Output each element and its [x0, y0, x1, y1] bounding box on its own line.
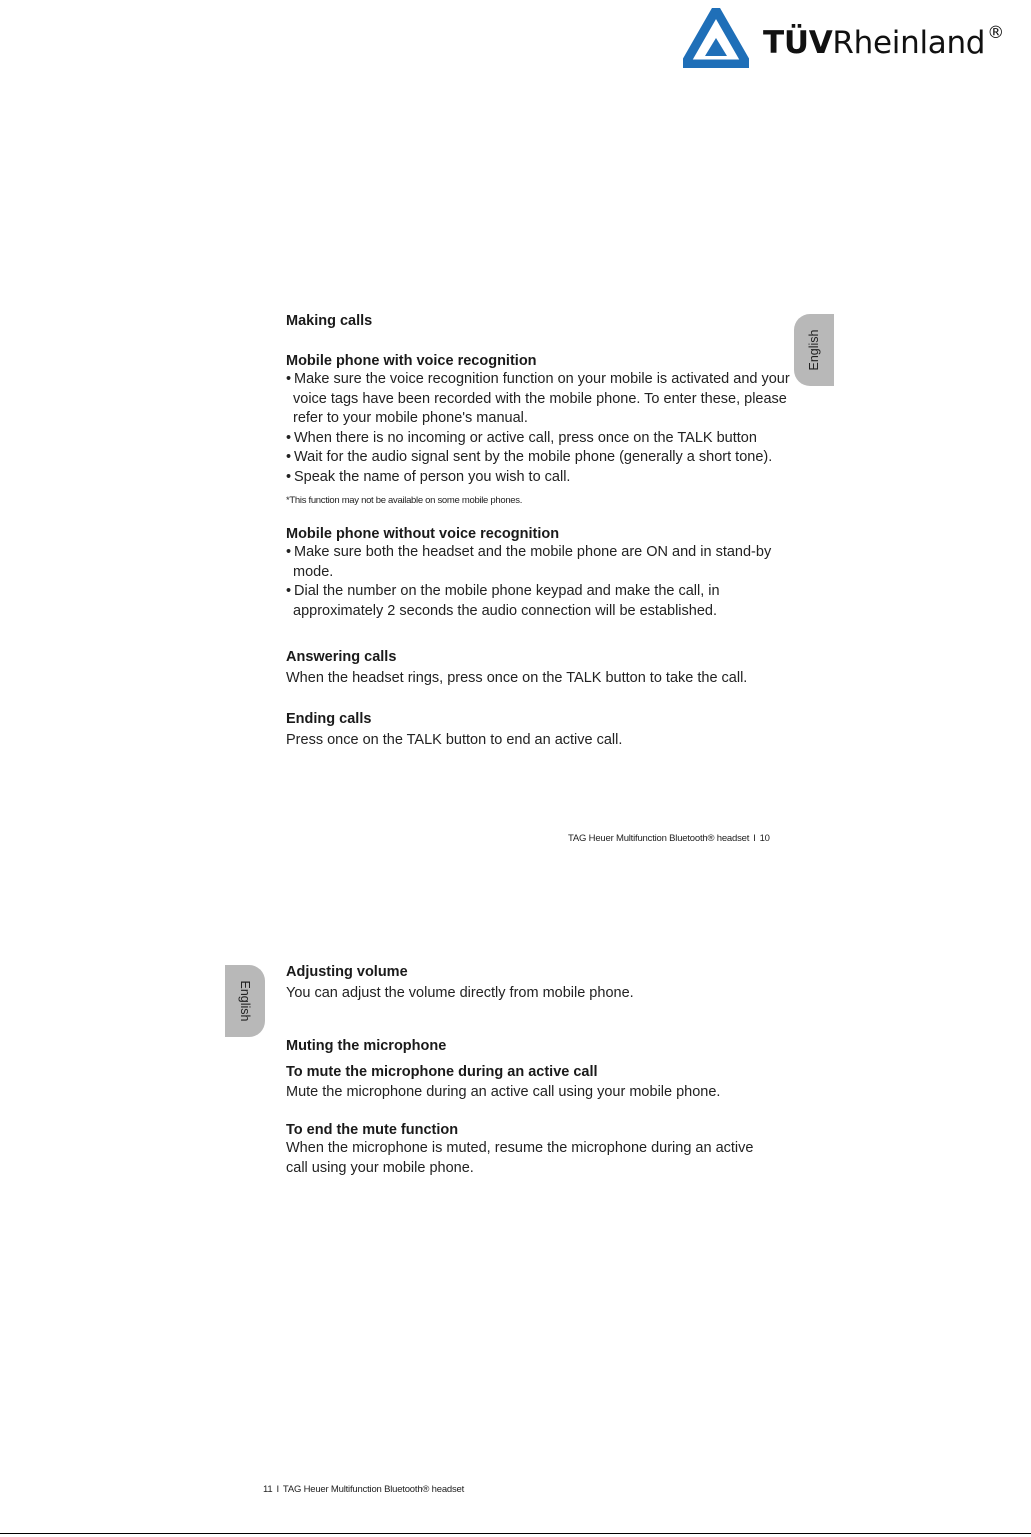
page-footer-11	[263, 1484, 464, 1495]
heading-without-voice-recognition: Mobile phone without voice recognition	[286, 526, 560, 542]
heading-ending-calls: Ending calls	[286, 710, 372, 727]
adjusting-volume-text: You can adjust the volume directly from mobile phone.	[286, 985, 634, 1001]
tuv-rheinland-logo	[683, 8, 1013, 68]
footer-product: TAG Heuer Multifunction Bluetooth® headset	[568, 833, 750, 844]
heading-mute-microphone: To mute the microphone during an active call	[286, 1063, 598, 1080]
end-mute-text: When the microphone is muted, resume the microphone during an active call using your mobile phone.	[286, 1140, 754, 1176]
footnote: *This function may not be available on some mobile phones.	[286, 495, 523, 506]
mute-microphone-text: Mute the microphone during an active call using your mobile phone.	[286, 1083, 721, 1100]
voice-recognition-steps	[286, 370, 806, 487]
footer-separator: I	[276, 1484, 279, 1495]
heading-voice-recognition: Mobile phone with voice recognition	[286, 353, 537, 369]
logo-wordmark	[763, 23, 1004, 61]
list-item: • When there is no incoming or active call, press once on the TALK button	[286, 429, 806, 449]
language-tab-english	[225, 965, 265, 1037]
logo-regular-text: Rheinland	[832, 25, 986, 61]
page-number: 10	[759, 833, 770, 844]
heading-adjusting-volume: Adjusting volume	[286, 964, 408, 980]
section-title-making-calls: Making calls	[286, 313, 373, 329]
registered-mark: ®	[987, 23, 1004, 43]
ending-calls-text: Press once on the TALK button to end an active call.	[286, 731, 623, 748]
manual-page-10	[286, 312, 806, 750]
list-item: • Wait for the audio signal sent by the mobile phone (generally a short tone).	[286, 448, 806, 468]
language-tab-label: English	[807, 329, 821, 371]
language-tab-label: English	[238, 980, 252, 1022]
list-item: • Dial the number on the mobile phone keypad and make the call, in approximately 2 seconds the audio connection will be established.	[286, 582, 806, 621]
list-item: • Make sure both the headset and the mobile phone are ON and in stand-by mode.	[286, 543, 806, 582]
footer-product: TAG Heuer Multifunction Bluetooth® headset	[282, 1484, 465, 1495]
manual-dial-steps	[286, 543, 806, 621]
logo-bold-text: TÜV	[763, 25, 833, 61]
list-item: • Make sure the voice recognition function on your mobile is activated and your voice tags have been recorded with the mobile phone. To enter these, please refer to your mobile phone's manual.	[286, 370, 806, 429]
page-number: 11	[263, 1484, 273, 1495]
heading-answering-calls: Answering calls	[286, 649, 397, 665]
tuv-triangle-icon	[683, 8, 749, 68]
answering-calls-text: When the headset rings, press once on the TALK button to take the call.	[286, 670, 748, 686]
footer-separator: I	[753, 833, 756, 844]
manual-page-11	[286, 963, 806, 1178]
page-footer-10	[568, 833, 770, 844]
list-item: • Speak the name of person you wish to call.	[286, 468, 806, 488]
section-title-muting: Muting the microphone	[286, 1037, 447, 1054]
bottom-rule	[0, 1533, 1031, 1534]
heading-end-mute: To end the mute function	[286, 1122, 459, 1138]
